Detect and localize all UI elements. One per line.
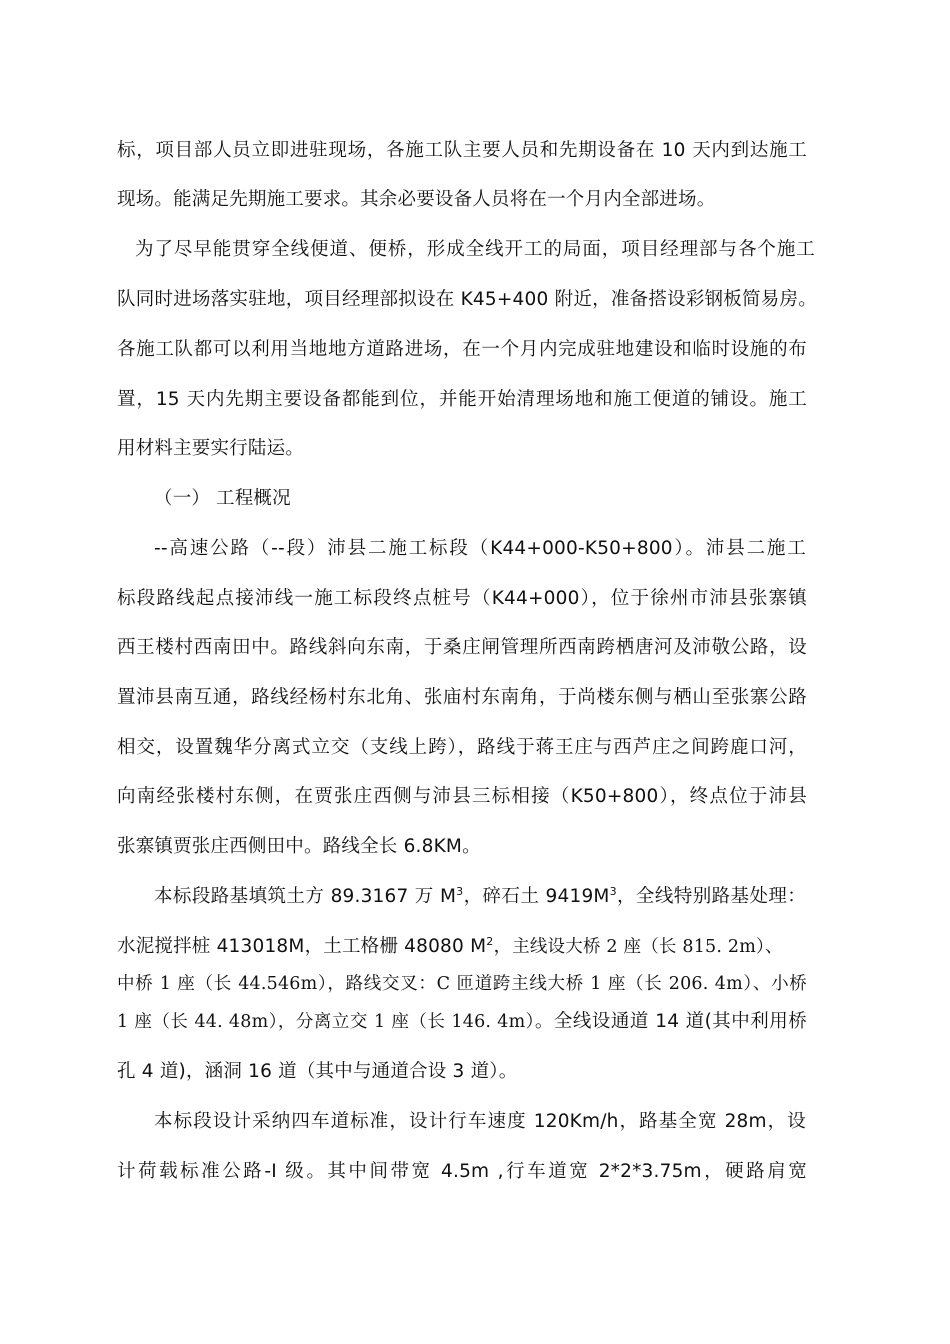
paragraph-1-line-2: 现场。能满足先期施工要求。其余必要设备人员将在一个月内全部进场。 xyxy=(117,189,716,210)
paragraph-4-line-3: 中桥 1 座（长 44.546m），路线交叉：C 匝道跨主线大桥 1 座（长 206. 4m）、小桥 xyxy=(117,974,807,994)
paragraph-4-line-4 xyxy=(117,1010,807,1034)
superscript-3: 3 xyxy=(456,884,464,898)
paragraph-3-line-4: 置沛县南互通，路线经杨村东北角、张庙村东南角，于尚楼东侧与栖山至张寨公路 xyxy=(117,687,807,708)
subgrade-treatment-text: ，全线特别路基处理： xyxy=(616,886,806,907)
passage-text: 。全线设通道 14 道(其中利用桥 xyxy=(534,1011,807,1032)
paragraph-3-line-5: 相交，设置魏华分离式立交（支线上跨），路线于蒋王庄与西芦庄之间跨鹿口河， xyxy=(117,737,807,758)
paragraph-2-line-4: 置，15 天内先期主要设备都能到位，并能开始清理场地和施工便道的铺设。施工 xyxy=(117,389,807,410)
paragraph-3-line-1: --高速公路（--段）沛县二施工标段（K44+000-K50+800）。沛县二施工 xyxy=(154,538,806,559)
paragraph-3-line-6: 向南经张楼村东侧，在贾张庄西侧与沛县三标相接（K50+800），终点位于沛县 xyxy=(117,786,807,807)
superscript-3: 3 xyxy=(609,884,617,898)
paragraph-3-line-2: 标段路线起点接沛线一施工标段终点桩号（K44+000），位于徐州市沛县张寨镇 xyxy=(117,588,807,609)
paragraph-1-line-1: 标，项目部人员立即进驻现场，各施工队主要人员和先期设备在 10 天内到达施工 xyxy=(117,140,807,161)
section-heading-number: （一） xyxy=(154,488,211,509)
paragraph-4-line-1 xyxy=(154,885,806,909)
gravel-soil-text: ，碎石土 9419M xyxy=(463,886,610,907)
paragraph-2-line-2: 队同时进场落实驻地，项目经理部拟设在 K45+400 附近，准备搭设彩钢板简易房。 xyxy=(117,289,817,310)
section-heading-title: 工程概况 xyxy=(216,488,291,509)
major-bridge-text: 主线设大桥 2 座（长 815. 2m）、 xyxy=(512,937,783,957)
paragraph-2-line-1: 为了尽早能贯穿全线便道、便桥，形成全线开工的局面，项目经理部与各个施工 xyxy=(135,239,815,260)
superscript-2: 2 xyxy=(486,934,494,948)
section-heading xyxy=(154,487,291,511)
paragraph-4-line-5: 孔 4 道)，涵洞 16 道（其中与通道合设 3 道）。 xyxy=(117,1061,518,1082)
paragraph-2-line-3: 各施工队都可以利用当地地方道路进场，在一个月内完成驻地建设和临时设施的布 xyxy=(117,339,807,360)
mixing-pile-text: 水泥搅拌桩 413018M，土工格栅 48080 M xyxy=(117,936,487,957)
paragraph-3-line-3: 西王楼村西南田中。路线斜向东南，于桑庄闸管理所西南跨栖唐河及沛敬公路，设 xyxy=(117,637,807,658)
earthwork-text: 本标段路基填筑土方 89.3167 万 M xyxy=(154,886,457,907)
paragraph-5-line-2: 计荷载标准公路-I 级。其中间带宽 4.5m ,行车道宽 2*2*3.75m，硬路肩宽 xyxy=(117,1161,807,1182)
paragraph-3-line-7: 张寨镇贾张庄西侧田中。路线全长 6.8KM。 xyxy=(117,836,481,857)
paragraph-4-line-2 xyxy=(117,935,783,959)
small-bridge-text: 1 座（长 44. 48m），分离立交 1 座（长 146. 4m） xyxy=(117,1012,535,1032)
paragraph-5-line-1: 本标段设计采纳四车道标准，设计行车速度 120Km/h，路基全宽 28m，设 xyxy=(154,1111,806,1132)
comma: ， xyxy=(493,936,513,957)
paragraph-2-line-5: 用材料主要实行陆运。 xyxy=(117,438,305,459)
